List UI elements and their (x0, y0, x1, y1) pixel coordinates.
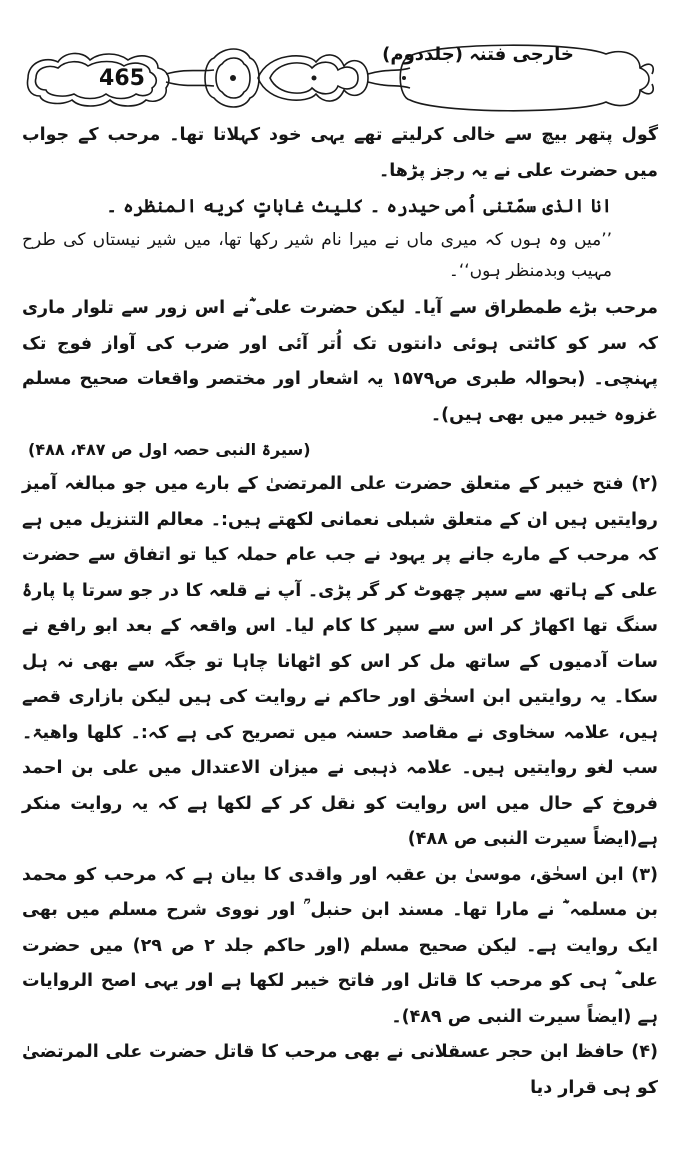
page-number: 465 (99, 66, 145, 91)
paragraph-4: (۳) ابن اسحٰق، موسیٰ بن عقبہ اور واقدی کا بیان ہے کہ مرحب کو محمد بن مسلمہ ؓ نے مارا تھا۔ مسند ابن حنبل ؒ اور نووی شرح مسلم میں بھی ایک روایت ہے۔ لیکن صحیح مسلم (اور حاکم جلد ۲ ص ۲۹) میں حضرت علی ؓ ہی کو مرحب کا قاتل اور فاتح خیبر لکھا ہے اور یہی اصح الروایات ہے (ایضاً سیرت النبی ص ۴۸۹)۔ (22, 864, 658, 1027)
urdu-translation-quote: ’’میں وہ ہوں کہ میری ماں نے میرا نام شیر رکھا تھا، میں شیر نیستاں کی طرح مہیب وبدمنظر ہوں‘‘۔ (22, 230, 612, 281)
page-body (22, 118, 658, 1106)
paragraph-5: (۴) حافظ ابن حجر عسقلانی نے بھی مرحب کا قاتل حضرت علی المرتضیٰ کو ہی قرار دیا (22, 1042, 658, 1098)
arabic-verse: انا الذی سمّتنی اُمی حیدره ۔ کلیث غاباتٍ کریه المنظره ۔ (106, 196, 612, 217)
paragraph-1: گول پتھر بیچ سے خالی کرلیتے تھے یہی خود کہلاتا تھا۔ مرحب کے جواب میں حضرت علی نے یہ رجز پڑھا۔ (22, 125, 658, 181)
paragraph-3: (۲) فتح خیبر کے متعلق حضرت علی المرتضیٰ کے بارے میں جو مبالغہ آمیز روایتیں ہیں ان کے متعلق شبلی نعمانی لکھتے ہیں:۔ معالم التنزیل میں ہے کہ مرحب کے مارے جانے پر یہود نے جب عام حملہ کیا تو اتفاق سے حضرت علی کے ہاتھ سے سپر چھوٹ کر گر پڑی۔ آپ نے قلعہ کا در جو سرتا پا پارۂ سنگ تھا اکھاڑ کر اس سے سپر کا کام لیا۔ اس واقعہ کے بعد ابو رافع نے سات آدمیوں کے ساتھ مل کر اس کو اٹھانا چاہا تو جگہ سے بھی نہ ہل سکا۔ یہ روایتیں ابن اسحٰق اور حاکم نے روایت کی ہیں لیکن بازاری قصے ہیں، علامہ سخاوی نے مقاصد حسنہ میں تصریح کی ہے کہ:۔ کلھا واھیۃ۔ سب لغو روایتیں ہیں۔ علامہ ذہبی نے میزان الاعتدال میں علی بن احمد فروخ کے حال میں اس روایت کو نقل کر کے لکھا ہے کہ یہ روایت منکر ہے(ایضاً سیرت النبی ص ۴۸۸) (22, 474, 658, 849)
citation-seerat-1: (سیرۃ النبی حصہ اول ص ۴۸۷، ۴۸۸) (28, 440, 311, 459)
paragraph-2: مرحب بڑے طمطراق سے آیا۔ لیکن حضرت علی ؓنے اس زور سے تلوار ماری کہ سر کو کاٹتی ہوئی دانتوں تک اُتر آئی اور ضرب کی آواز فوج تک پہنچی۔ (بحوالہ طبری ص۱۵۷۹ یہ اشعار اور مختصر واقعات صحیح مسلم غزوہ خیبر میں بھی ہیں)۔ (22, 298, 658, 425)
page-header (18, 38, 658, 116)
running-title: خارجی فتنہ (جلددوم) (382, 44, 574, 65)
